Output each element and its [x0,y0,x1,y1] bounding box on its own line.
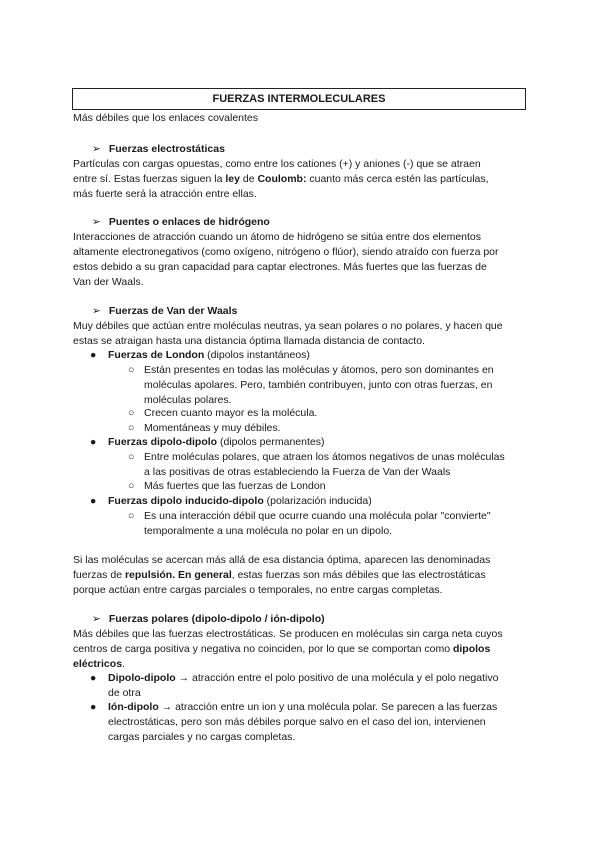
paragraph-line: Van der Waals. [73,276,144,288]
sub-list-item: ○ Crecen cuanto mayor es la molécula. [128,407,318,419]
sub-list-item: ○ Entre moléculas polares, que atraen los átomos negativos de unas moléculas [128,451,505,463]
sub-list-item: ○ Más fuertes que las fuerzas de London [128,480,326,492]
bullet-icon: ● [90,349,97,361]
circle-bullet-icon: ○ [128,364,135,376]
paragraph-line: Si las moléculas se acercan más allá de esa distancia óptima, aparecen las denominadas [73,554,491,566]
paragraph-line: estos debido a su gran capacidad para captar electrones. Más fuertes que las fuerzas de [73,261,487,273]
paragraph-line: fuerzas de repulsión. En general, estas fuerzas son más débiles que las electrostáticas [73,569,486,581]
paragraph-line: Muy débiles que actúan entre moléculas neutras, ya sean polares o no polares, y hacen que [73,320,503,332]
list-item: ● Ión-dipolo → atracción entre un ion y una molécula polar. Se parecen a las fuerzas [90,701,498,713]
sub-list-item: ○ Momentáneas y muy débiles. [128,422,281,434]
heading-hydrogen-bonds [92,215,270,230]
list-item: ● Fuerzas dipolo-dipolo (dipolos permanentes) [90,436,325,448]
paragraph-line: porque actúan entre cargas parciales o temporales, no entre cargas completas. [73,584,443,596]
circle-bullet-icon: ○ [128,480,135,492]
list-item-continuation: cargas parciales y no cargas completas. [108,731,296,743]
bullet-icon: ● [90,436,97,448]
circle-bullet-icon: ○ [128,451,135,463]
arrow-bullet-icon: ➢ [92,143,101,155]
arrow-bullet-icon: ➢ [92,305,101,317]
circle-bullet-icon: ○ [128,510,135,522]
list-item-continuation: electrostáticas, pero son más débiles porque salvo en el caso del ion, intervienen [108,716,486,728]
sub-list-item-continuation: a las positivas de otras estableciendo la Fuerza de Van der Waals [144,466,451,478]
heading-polar-forces [92,612,325,627]
list-item-continuation: de otra [108,687,141,699]
sub-list-item-continuation: temporalmente a una molécula no polar en un dipolo. [144,525,393,537]
list-item: ● Dipolo-dipolo → atracción entre el polo positivo de una molécula y el polo negativo [90,672,499,684]
sub-list-item-continuation: moléculas polares. [144,394,232,406]
circle-bullet-icon: ○ [128,422,135,434]
bullet-icon: ● [90,701,97,713]
sub-list-item: ○ Están presentes en todas las moléculas y átomos, pero son dominantes en [128,364,494,376]
heading-text: Fuerzas polares (dipolo-dipolo / ión-dipolo) [108,613,325,625]
paragraph-line: Más débiles que las fuerzas electrostáticas. Se producen en moléculas sin carga neta cuyos [73,628,503,640]
paragraph-line: más fuerte será la atracción entre ellas. [73,188,257,200]
sub-list-item-continuation: moléculas apolares. Pero, también contribuyen, junto con otras fuerzas, en [144,379,493,391]
paragraph-line: altamente electronegativos (como oxígeno, nitrógeno o flúor), siendo atraído con fuerza por [73,246,499,258]
paragraph-line: estas se atraigan hasta una distancia óptima llamada distancia de contacto. [73,335,425,347]
list-item: ● Fuerzas de London (dipolos instantáneos) [90,349,310,361]
sub-list-item: ○ Es una interacción débil que ocurre cuando una molécula polar "convierte" [128,510,491,522]
document-title: FUERZAS INTERMOLECULARES [72,88,526,110]
paragraph-line: centros de carga positiva y negativa no coinciden, por lo que se comportan como dipolos [73,643,491,655]
intro-text: Más débiles que los enlaces covalentes [73,112,259,124]
heading-text: Fuerzas electrostáticas [108,143,225,155]
heading-text: Fuerzas de Van der Waals [108,305,238,317]
paragraph-line: entre sí. Estas fuerzas siguen la ley de Coulomb: cuanto más cerca estén las partículas, [73,173,489,185]
heading-van-der-waals [92,304,237,319]
bullet-icon: ● [90,672,97,684]
paragraph-line: Partículas con cargas opuestas, como entre los cationes (+) y aniones (-) que se atraen [73,158,481,170]
arrow-bullet-icon: ➢ [92,613,101,625]
heading-text: Puentes o enlaces de hidrógeno [108,216,270,228]
bullet-icon: ● [90,495,97,507]
list-item: ● Fuerzas dipolo inducido-dipolo (polarización inducida) [90,495,372,507]
paragraph-line: Interacciones de atracción cuando un átomo de hidrógeno se sitúa entre dos elementos [73,231,482,243]
arrow-bullet-icon: ➢ [92,216,101,228]
circle-bullet-icon: ○ [128,407,135,419]
heading-electrostatic [92,142,225,157]
paragraph-line: eléctricos. [73,658,125,670]
